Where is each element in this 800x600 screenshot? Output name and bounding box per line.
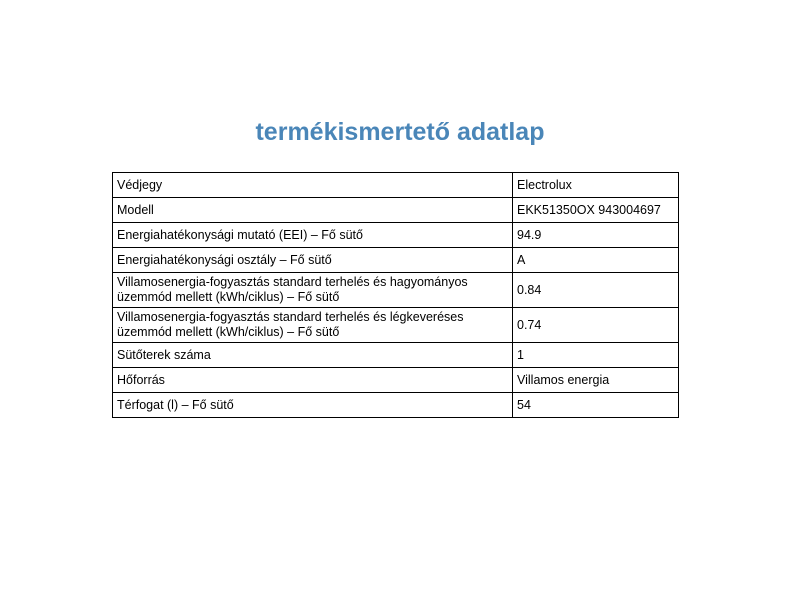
page-title: termékismertető adatlap [255, 118, 545, 146]
spec-value: EKK51350OX 943004697 [513, 198, 679, 223]
table-row [113, 308, 679, 343]
table-row [113, 368, 679, 393]
table-row [113, 393, 679, 418]
spec-value: 94.9 [513, 223, 679, 248]
table-row [113, 273, 679, 308]
spec-label: Modell [113, 198, 513, 223]
spec-label: Védjegy [113, 173, 513, 198]
table-row [113, 173, 679, 198]
spec-label: Villamosenergia-fogyasztás standard terhelés és légkeveréses üzemmód mellett (kWh/ciklus) – Fő sütő [113, 308, 513, 343]
table-row [113, 248, 679, 273]
table-row [113, 198, 679, 223]
spec-value: 54 [513, 393, 679, 418]
spec-label: Energiahatékonysági mutató (EEI) – Fő sütő [113, 223, 513, 248]
spec-label: Energiahatékonysági osztály – Fő sütő [113, 248, 513, 273]
spec-value: 0.74 [513, 308, 679, 343]
table-row [113, 343, 679, 368]
spec-label: Sütőterek száma [113, 343, 513, 368]
spec-label: Hőforrás [113, 368, 513, 393]
spec-label: Villamosenergia-fogyasztás standard terhelés és hagyományos üzemmód mellett (kWh/ciklus) – Fő sütő [113, 273, 513, 308]
spec-value: 1 [513, 343, 679, 368]
table-row [113, 223, 679, 248]
spec-value: Electrolux [513, 173, 679, 198]
spec-value: A [513, 248, 679, 273]
spec-value: 0.84 [513, 273, 679, 308]
spec-label: Térfogat (l) – Fő sütő [113, 393, 513, 418]
product-spec-table [112, 172, 679, 418]
spec-value: Villamos energia [513, 368, 679, 393]
